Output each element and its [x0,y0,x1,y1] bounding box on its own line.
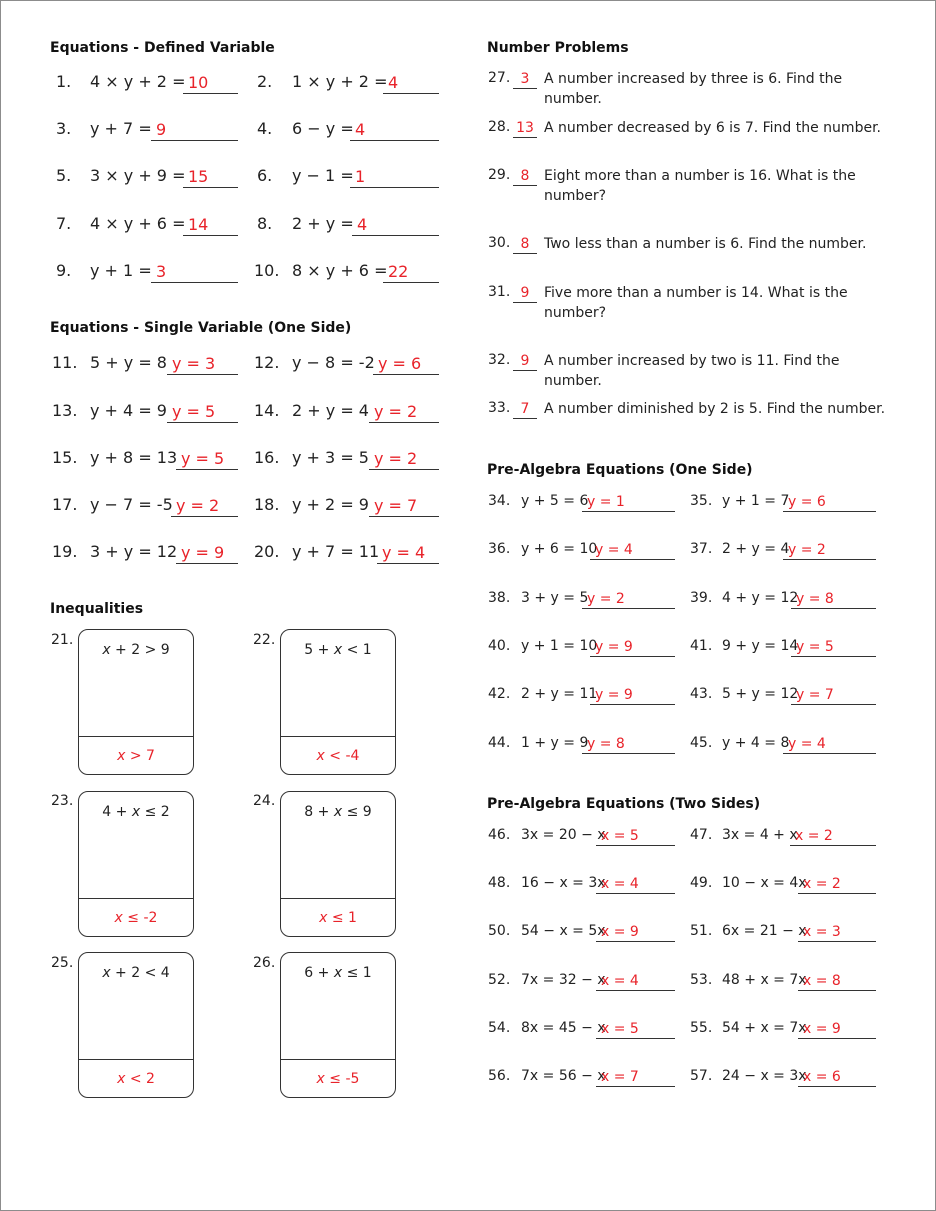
section-header-pre-algebra-two-sides: Pre-Algebra Equations (Two Sides) [487,796,761,812]
word-problem-text: Five more than a number is 14. What is the number? [544,285,848,321]
problem-equation: 1 + y = 9 [521,735,589,751]
problem-equation: 2 + y = 4 [722,541,790,557]
answer-blank[interactable] [798,970,876,991]
problem-number: 5. [56,166,72,185]
problem-equation: 2 + y = 4 [292,401,369,420]
inequality-solution[interactable]: x > 7 [117,748,155,764]
problem-equation: 10 − x = 4x [722,875,807,891]
problem-number: 55. [690,1020,713,1036]
divider [281,1059,395,1060]
problem-number: 2. [257,72,273,91]
answer-blank[interactable] [783,539,876,560]
answer-text: 9 [156,120,167,139]
inequality-problem: x + 2 < 4 [102,965,170,981]
answer-text: y = 6 [788,494,826,510]
problem-equation: 24 − x = 3x [722,1068,807,1084]
answer-text: x = 4 [601,876,639,892]
problem-equation: 3 × y + 9 = [90,166,186,185]
answer-text: y = 9 [181,543,225,562]
problem-number: 36. [488,541,511,557]
answer-blank[interactable] [783,733,876,754]
answer-blank[interactable] [151,261,238,283]
inequality-problem: x + 2 > 9 [102,642,170,658]
problem-equation: 2 + y = 11 [521,686,598,702]
answer-blank[interactable] [798,873,876,894]
answer-text: x = 9 [601,924,639,940]
answer-text: x = 6 [803,1069,841,1085]
problem-equation: 1 × y + 2 = [292,72,388,91]
answer-text: y = 2 [176,496,220,515]
answer-blank[interactable] [596,1066,675,1087]
problem-equation: y + 7 = [90,119,152,138]
answer-blank[interactable] [590,539,675,560]
problem-number: 51. [690,923,713,939]
answer-blank[interactable] [183,166,238,188]
divider [281,898,395,899]
problem-number: 6. [257,166,273,185]
answer-blank[interactable] [183,72,238,94]
problem-equation: 7x = 56 − x [521,1068,606,1084]
answer-blank[interactable] [350,119,439,141]
problem-equation: 8x = 45 − x [521,1020,606,1036]
problem-equation: y + 2 = 9 [292,495,369,514]
problem-equation: y + 8 = 13 [90,448,178,467]
problem-number: 50. [488,923,511,939]
word-problem-text: A number increased by three is 6. Find the number. [544,71,843,107]
answer-blank[interactable] [513,398,537,419]
answer-text: x = 8 [803,973,841,989]
answer-text: y = 2 [374,402,418,421]
problem-number: 43. [690,686,713,702]
divider [79,1059,193,1060]
problem-number: 39. [690,590,713,606]
problem-equation: 6x = 21 − x [722,923,807,939]
problem-number: 3. [56,119,72,138]
answer-text: 14 [188,215,209,234]
answer-blank[interactable] [513,350,537,371]
inequality-problem: 8 + x ≤ 9 [304,804,372,820]
answer-text: 9 [520,285,530,301]
answer-text: x = 5 [601,1021,639,1037]
answer-text: y = 9 [595,639,633,655]
problem-number: 20. [254,542,280,561]
problem-number: 19. [52,542,78,561]
inequality-solution[interactable]: x ≤ -5 [316,1071,360,1087]
problem-number: 56. [488,1068,511,1084]
problem-equation: y + 4 = 8 [722,735,790,751]
answer-blank[interactable] [373,353,439,375]
problem-number: 11. [52,353,78,372]
answer-blank[interactable] [383,72,439,94]
section-header-number-problems: Number Problems [487,40,629,56]
problem-number: 17. [52,495,78,514]
problem-equation: y + 1 = [90,261,152,280]
problem-equation: 4 + y = 12 [722,590,799,606]
divider [79,736,193,737]
answer-text: x = 2 [803,876,841,892]
problem-number: 35. [690,493,713,509]
answer-blank[interactable] [352,214,439,236]
answer-blank[interactable] [176,542,238,564]
section-header-pre-algebra-one-side: Pre-Algebra Equations (One Side) [487,462,753,478]
problem-number: 31. [488,284,511,300]
problem-equation: y + 6 = 10 [521,541,598,557]
answer-text: 13 [516,120,534,136]
inequality-box [280,791,396,937]
inequality-box [78,791,194,937]
inequality-solution[interactable]: x ≤ 1 [319,910,357,926]
answer-text: x = 5 [601,828,639,844]
problem-equation: 8 × y + 6 = [292,261,388,280]
problem-equation: 5 + y = 12 [722,686,799,702]
answer-text: 7 [520,401,530,417]
problem-number: 8. [257,214,273,233]
problem-number: 7. [56,214,72,233]
answer-text: 1 [355,167,366,186]
answer-text: y = 9 [595,687,633,703]
problem-number: 54. [488,1020,511,1036]
answer-text: 15 [188,167,209,186]
answer-blank[interactable] [171,495,238,517]
answer-blank[interactable] [596,873,675,894]
inequality-problem: 4 + x ≤ 2 [102,804,170,820]
answer-text: y = 7 [374,496,418,515]
answer-text: y = 4 [595,542,633,558]
answer-blank[interactable] [596,970,675,991]
answer-text: x = 9 [803,1021,841,1037]
problem-number: 23. [51,793,74,809]
answer-text: y = 1 [587,494,625,510]
answer-blank[interactable] [513,117,537,138]
problem-equation: y + 3 = 5 [292,448,369,467]
problem-number: 48. [488,875,511,891]
problem-number: 29. [488,167,511,183]
answer-text: y = 5 [172,402,216,421]
problem-equation: 9 + y = 14 [722,638,799,654]
problem-number: 33. [488,400,511,416]
problem-number: 45. [690,735,713,751]
inequality-problem: 6 + x ≤ 1 [304,965,372,981]
answer-blank[interactable] [582,733,675,754]
problem-equation: y − 7 = -5 [90,495,173,514]
problem-equation: y + 1 = 10 [521,638,598,654]
answer-text: x = 3 [803,924,841,940]
problem-number: 24. [253,793,276,809]
problem-number: 42. [488,686,511,702]
answer-blank[interactable] [383,261,439,283]
answer-text: 4 [357,215,368,234]
answer-blank[interactable] [513,68,537,89]
answer-blank[interactable] [791,636,876,657]
problem-equation: 2 + y = [292,214,354,233]
answer-blank[interactable] [790,825,876,846]
problem-number: 15. [52,448,78,467]
answer-blank[interactable] [596,825,675,846]
problem-number: 53. [690,972,713,988]
problem-equation: y + 1 = 7 [722,493,790,509]
problem-number: 10. [254,261,280,280]
problem-number: 4. [257,119,273,138]
answer-blank[interactable] [350,166,439,188]
problem-number: 41. [690,638,713,654]
problem-number: 30. [488,235,511,251]
answer-blank[interactable] [369,401,439,423]
answer-text: y = 2 [587,591,625,607]
answer-blank[interactable] [377,542,439,564]
problem-number: 9. [56,261,72,280]
problem-number: 25. [51,955,74,971]
section-header-single-variable: Equations - Single Variable (One Side) [50,320,352,336]
answer-blank[interactable] [513,233,537,254]
answer-blank[interactable] [791,588,876,609]
problem-number: 37. [690,541,713,557]
problem-equation: 54 − x = 5x [521,923,606,939]
problem-number: 18. [254,495,280,514]
answer-blank[interactable] [596,921,675,942]
answer-blank[interactable] [798,1066,876,1087]
inequality-solution[interactable]: x < -4 [316,748,360,764]
section-header-inequalities: Inequalities [50,601,144,617]
problem-equation: 16 − x = 3x [521,875,606,891]
divider [79,898,193,899]
problem-number: 22. [253,632,276,648]
inequality-box [280,952,396,1098]
answer-blank[interactable] [369,448,439,470]
problem-number: 27. [488,70,511,86]
problem-equation: 5 + y = 8 [90,353,167,372]
answer-text: y = 2 [374,449,418,468]
section-header-defined-variable: Equations - Defined Variable [50,40,275,56]
answer-text: 3 [156,262,167,281]
answer-text: 3 [520,71,530,87]
answer-blank[interactable] [513,165,537,186]
answer-text: 22 [388,262,409,281]
answer-blank[interactable] [798,921,876,942]
answer-blank[interactable] [369,495,439,517]
problem-equation: y + 7 = 11 [292,542,380,561]
answer-text: 10 [188,73,209,92]
answer-blank[interactable] [798,1018,876,1039]
answer-blank[interactable] [183,214,238,236]
inequality-problem: 5 + x < 1 [304,642,372,658]
answer-text: y = 2 [788,542,826,558]
answer-text: x = 7 [601,1069,639,1085]
inequality-box [78,629,194,775]
answer-text: y = 5 [796,639,834,655]
problem-number: 40. [488,638,511,654]
answer-blank[interactable] [176,448,238,470]
problem-equation: y + 4 = 9 [90,401,167,420]
answer-text: 8 [520,168,530,184]
problem-number: 16. [254,448,280,467]
problem-number: 47. [690,827,713,843]
problem-number: 12. [254,353,280,372]
answer-blank[interactable] [590,636,675,657]
problem-number: 44. [488,735,511,751]
problem-number: 1. [56,72,72,91]
answer-text: y = 4 [788,736,826,752]
answer-blank[interactable] [590,684,675,705]
problem-number: 52. [488,972,511,988]
answer-text: y = 8 [587,736,625,752]
problem-number: 21. [51,632,74,648]
problem-number: 49. [690,875,713,891]
word-problem-text: Eight more than a number is 16. What is the number? [544,168,856,204]
answer-blank[interactable] [167,401,238,423]
problem-equation: 3x = 20 − x [521,827,606,843]
word-problem-text: Two less than a number is 6. Find the number. [544,236,867,252]
inequality-solution[interactable]: x ≤ -2 [114,910,158,926]
problem-number: 57. [690,1068,713,1084]
inequality-box [280,629,396,775]
problem-equation: 3 + y = 5 [521,590,589,606]
answer-blank[interactable] [791,684,876,705]
problem-equation: 4 × y + 6 = [90,214,186,233]
problem-equation: 3x = 4 + x [722,827,798,843]
divider [281,736,395,737]
answer-text: y = 7 [796,687,834,703]
answer-text: 8 [520,236,530,252]
answer-text: x = 4 [601,973,639,989]
problem-number: 46. [488,827,511,843]
answer-text: 4 [355,120,366,139]
answer-text: 9 [520,353,530,369]
answer-text: y = 5 [181,449,225,468]
problem-equation: 48 + x = 7x [722,972,807,988]
problem-equation: 3 + y = 12 [90,542,178,561]
problem-number: 14. [254,401,280,420]
answer-text: x = 2 [795,828,833,844]
answer-text: y = 4 [382,543,426,562]
word-problem-text: A number diminished by 2 is 5. Find the number. [544,401,886,417]
inequality-solution[interactable]: x < 2 [117,1071,155,1087]
problem-equation: y − 1 = [292,166,354,185]
problem-equation: 4 × y + 2 = [90,72,186,91]
word-problem-text: A number increased by two is 11. Find the number. [544,353,840,389]
answer-text: y = 8 [796,591,834,607]
answer-blank[interactable] [596,1018,675,1039]
answer-blank[interactable] [513,282,537,303]
problem-number: 32. [488,352,511,368]
answer-blank[interactable] [783,491,876,512]
answer-text: 4 [388,73,399,92]
inequality-box [78,952,194,1098]
answer-text: y = 6 [378,354,422,373]
word-problem-text: A number decreased by 6 is 7. Find the number. [544,120,881,136]
problem-number: 34. [488,493,511,509]
problem-number: 13. [52,401,78,420]
answer-text: y = 3 [172,354,216,373]
problem-equation: 54 + x = 7x [722,1020,807,1036]
problem-equation: 7x = 32 − x [521,972,606,988]
answer-blank[interactable] [582,588,675,609]
answer-blank[interactable] [582,491,675,512]
problem-number: 28. [488,119,511,135]
problem-number: 38. [488,590,511,606]
problem-equation: 6 − y = [292,119,354,138]
problem-number: 26. [253,955,276,971]
answer-blank[interactable] [151,119,238,141]
answer-blank[interactable] [167,353,238,375]
problem-equation: y + 5 = 6 [521,493,589,509]
problem-equation: y − 8 = -2 [292,353,375,372]
